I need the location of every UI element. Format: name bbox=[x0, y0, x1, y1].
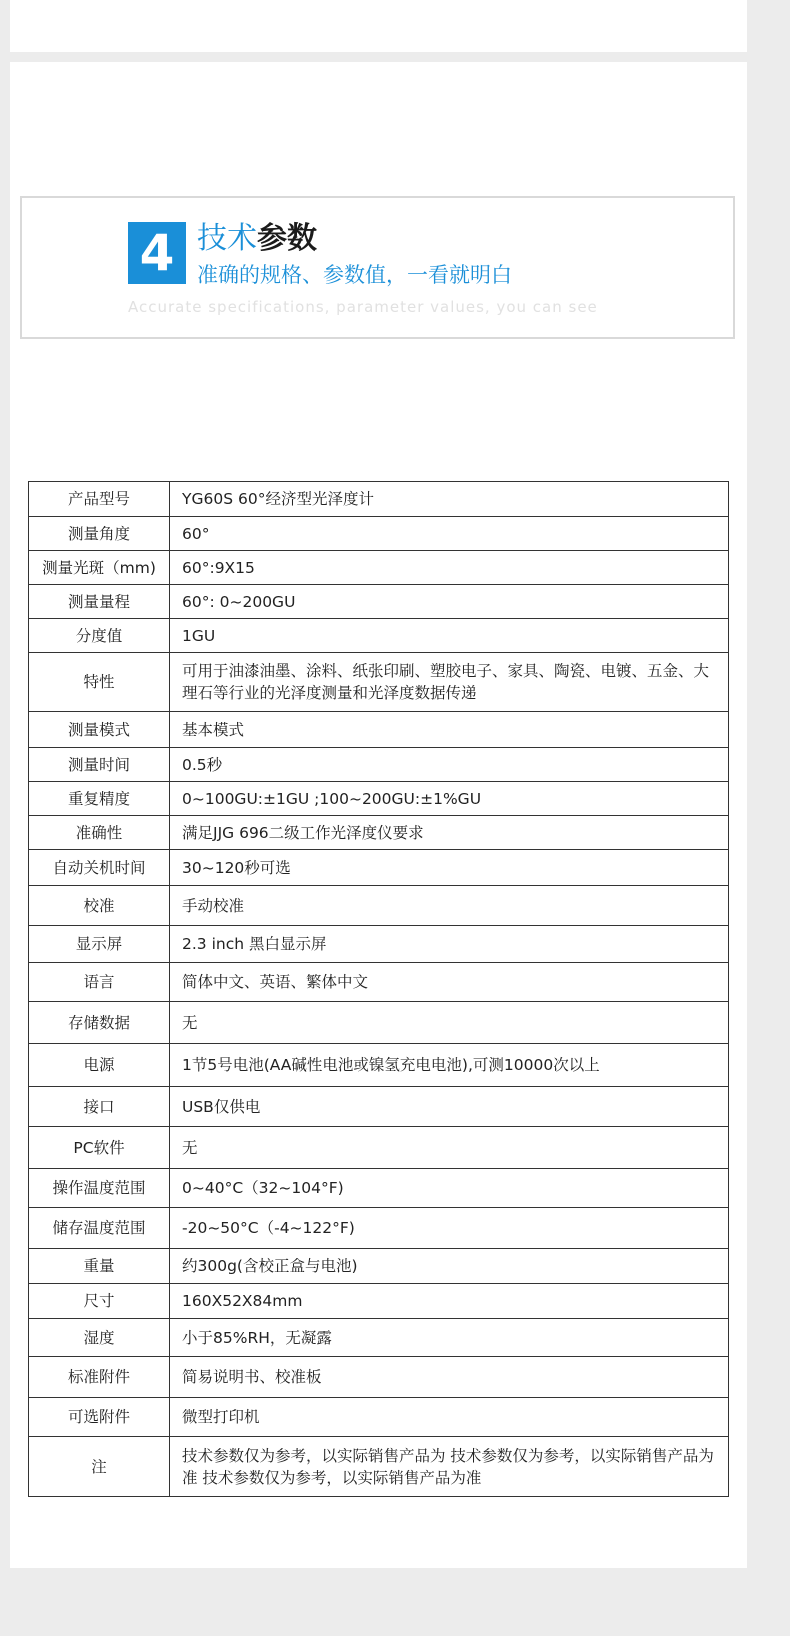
spec-label: 特性 bbox=[29, 653, 170, 712]
spec-label: PC软件 bbox=[29, 1127, 170, 1169]
section-number-badge: 4 bbox=[128, 222, 186, 284]
spec-label: 注 bbox=[29, 1437, 170, 1497]
table-row bbox=[29, 619, 729, 653]
spec-label: 储存温度范围 bbox=[29, 1208, 170, 1249]
spec-value: 约300g(含校正盒与电池) bbox=[170, 1249, 729, 1284]
spec-label: 测量角度 bbox=[29, 517, 170, 551]
table-row bbox=[29, 482, 729, 517]
table-row bbox=[29, 926, 729, 963]
spec-value: 2.3 inch 黑白显示屏 bbox=[170, 926, 729, 963]
table-row bbox=[29, 1437, 729, 1497]
spec-value: 基本模式 bbox=[170, 712, 729, 748]
spec-label: 产品型号 bbox=[29, 482, 170, 517]
spec-label: 准确性 bbox=[29, 816, 170, 850]
table-row bbox=[29, 1319, 729, 1357]
spec-label: 测量量程 bbox=[29, 585, 170, 619]
table-row bbox=[29, 963, 729, 1002]
spec-label: 湿度 bbox=[29, 1319, 170, 1357]
spec-value: 手动校准 bbox=[170, 886, 729, 926]
spec-label: 显示屏 bbox=[29, 926, 170, 963]
section-subtitle: 准确的规格、参数值，一看就明白 bbox=[197, 263, 512, 287]
table-row bbox=[29, 748, 729, 782]
table-row bbox=[29, 712, 729, 748]
table-row bbox=[29, 816, 729, 850]
spec-value: 无 bbox=[170, 1127, 729, 1169]
table-row bbox=[29, 551, 729, 585]
spec-value: YG60S 60°经济型光泽度计 bbox=[170, 482, 729, 517]
spec-value: 技术参数仅为参考，以实际销售产品为 技术参数仅为参考，以实际销售产品为准 技术参数仅为参考，以实际销售产品为准 bbox=[170, 1437, 729, 1497]
spec-value: 160X52X84mm bbox=[170, 1284, 729, 1319]
spec-label: 尺寸 bbox=[29, 1284, 170, 1319]
spec-label: 重复精度 bbox=[29, 782, 170, 816]
spec-value: 30~120秒可选 bbox=[170, 850, 729, 886]
table-row bbox=[29, 517, 729, 551]
table-row bbox=[29, 1357, 729, 1398]
table-row bbox=[29, 1127, 729, 1169]
spec-label: 测量时间 bbox=[29, 748, 170, 782]
spec-value: 60° bbox=[170, 517, 729, 551]
section-subtitle-en: Accurate specifications, parameter values, you can see bbox=[128, 298, 598, 316]
top-strip bbox=[10, 0, 747, 52]
spec-value: 0.5秒 bbox=[170, 748, 729, 782]
table-row bbox=[29, 1087, 729, 1127]
spec-value: 60°:9X15 bbox=[170, 551, 729, 585]
spec-label: 校准 bbox=[29, 886, 170, 926]
spec-value: 简体中文、英语、繁体中文 bbox=[170, 963, 729, 1002]
section-title-part1: 技术 bbox=[197, 221, 257, 256]
table-row bbox=[29, 1044, 729, 1087]
spec-label: 操作温度范围 bbox=[29, 1169, 170, 1208]
table-row bbox=[29, 585, 729, 619]
spec-value: 1节5号电池(AA碱性电池或镍氢充电电池),可测10000次以上 bbox=[170, 1044, 729, 1087]
spec-value: 简易说明书、校准板 bbox=[170, 1357, 729, 1398]
spec-label: 测量模式 bbox=[29, 712, 170, 748]
spec-label: 可选附件 bbox=[29, 1398, 170, 1437]
table-row bbox=[29, 1249, 729, 1284]
spec-label: 存储数据 bbox=[29, 1002, 170, 1044]
table-row bbox=[29, 1208, 729, 1249]
table-row bbox=[29, 1002, 729, 1044]
spec-label: 自动关机时间 bbox=[29, 850, 170, 886]
spec-label: 分度值 bbox=[29, 619, 170, 653]
spec-value: 微型打印机 bbox=[170, 1398, 729, 1437]
spec-label: 测量光斑（mm) bbox=[29, 551, 170, 585]
section-title-part2: 参数 bbox=[257, 221, 317, 256]
spec-value: 0~100GU:±1GU ;100~200GU:±1%GU bbox=[170, 782, 729, 816]
table-row bbox=[29, 850, 729, 886]
spec-value: 1GU bbox=[170, 619, 729, 653]
spec-label: 标准附件 bbox=[29, 1357, 170, 1398]
table-row bbox=[29, 782, 729, 816]
spec-value: 可用于油漆油墨、涂料、纸张印刷、塑胶电子、家具、陶瓷、电镀、五金、大理石等行业的光泽度测量和光泽度数据传递 bbox=[170, 653, 729, 712]
spec-table bbox=[28, 481, 729, 1497]
table-row bbox=[29, 1169, 729, 1208]
spec-label: 重量 bbox=[29, 1249, 170, 1284]
spec-value: 60°: 0~200GU bbox=[170, 585, 729, 619]
spec-value: 0~40°C（32~104°F) bbox=[170, 1169, 729, 1208]
spec-value: 小于85%RH，无凝露 bbox=[170, 1319, 729, 1357]
spec-value: 满足JJG 696二级工作光泽度仪要求 bbox=[170, 816, 729, 850]
table-row bbox=[29, 653, 729, 712]
spec-label: 语言 bbox=[29, 963, 170, 1002]
spec-label: 电源 bbox=[29, 1044, 170, 1087]
spec-value: USB仅供电 bbox=[170, 1087, 729, 1127]
spec-label: 接口 bbox=[29, 1087, 170, 1127]
spec-value: -20~50°C（-4~122°F) bbox=[170, 1208, 729, 1249]
table-row bbox=[29, 1284, 729, 1319]
table-row bbox=[29, 886, 729, 926]
section-title bbox=[197, 220, 317, 258]
table-row bbox=[29, 1398, 729, 1437]
spec-value: 无 bbox=[170, 1002, 729, 1044]
